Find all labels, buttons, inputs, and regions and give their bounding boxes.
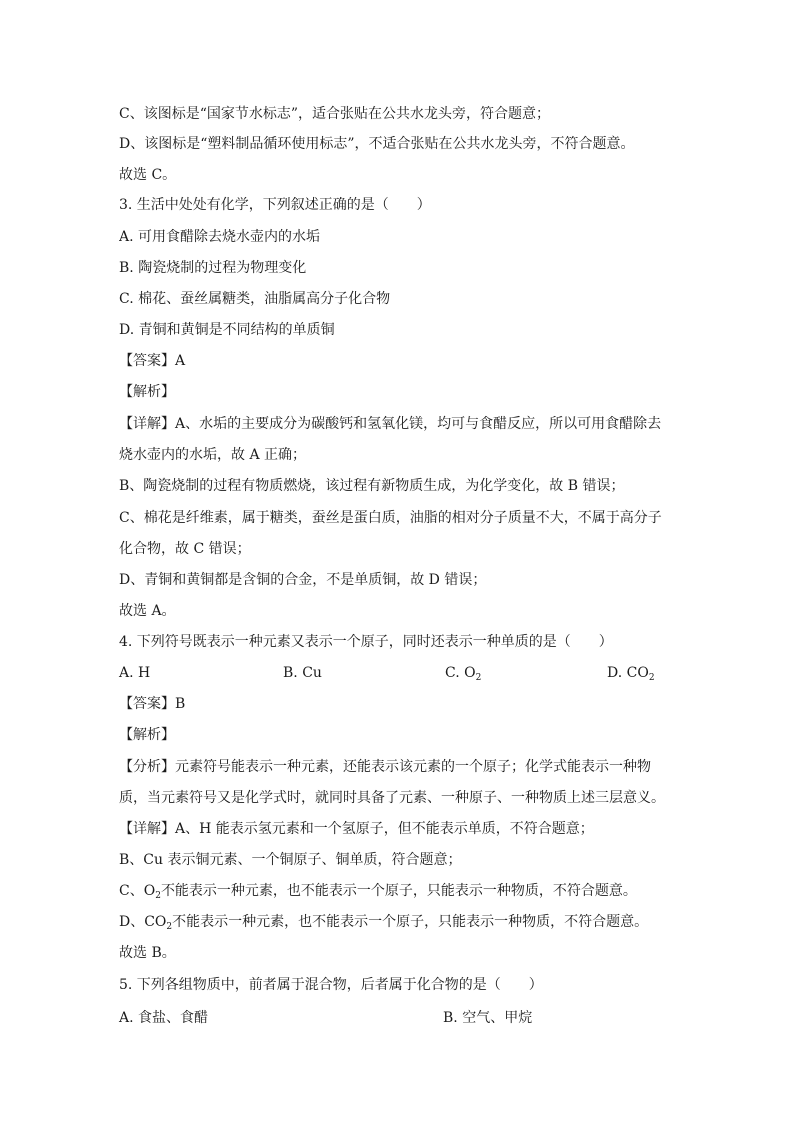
q4-detail-line: 【详解】A、H 能表示氢元素和一个氢原子，但不能表示单质，不符合题意； <box>119 821 594 837</box>
q4-option-c: C. $O_2$ <box>445 665 482 683</box>
q4-analysis-heading: 【解析】 <box>119 727 175 743</box>
q3-option-d: D. 青铜和黄铜是不同结构的单质铜 <box>119 322 335 338</box>
q3-detail-line: 【详解】A、水垢的主要成分为碳酸钙和氢氧化镁，均可与食醋反应，所以可用食醋除去 <box>119 416 662 432</box>
q3-analysis-heading: 【解析】 <box>119 384 175 400</box>
q4-conclusion: 故选 B。 <box>119 945 176 961</box>
q4-stem: 4. 下列符号既表示一种元素又表示一个原子，同时还表示一种单质的是（ ） <box>119 634 613 650</box>
prev-option-d-explanation: D、该图标是“塑料制品循环使用标志”，不适合张贴在公共水龙头旁，不符合题意。 <box>119 136 635 152</box>
q3-detail-line: 烧水壶内的水垢，故 A 正确； <box>119 447 307 463</box>
q5-option-a: A. 食盐、食醋 <box>119 1010 209 1026</box>
q4-fenxi-line: 质，当元素符号又是化学式时，就同时具备了元素、一种原子、一种物质上述三层意义。 <box>119 790 665 806</box>
q3-detail-line: 化合物，故 C 错误； <box>119 541 251 557</box>
q3-answer: 【答案】A <box>119 353 186 369</box>
q4-fenxi-line: 【分析】元素符号能表示一种元素，还能表示该元素的一个原子；化学式能表示一种物 <box>119 759 651 775</box>
q3-detail-line: D、青铜和黄铜都是含铜的合金，不是单质铜，故 D 错误； <box>119 572 487 588</box>
q4-detail-line: C、$O_2$不能表示一种元素，也不能表示一个原子，只能表示一种物质，不符合题意。 <box>119 883 637 901</box>
q3-option-a: A. 可用食醋除去烧水壶内的水垢 <box>119 229 321 245</box>
q4-option-b: B. Cu <box>283 665 322 681</box>
q3-detail-line: B、陶瓷烧制的过程有物质燃烧，该过程有新物质生成，为化学变化，故 B 错误； <box>119 478 625 494</box>
q3-stem: 3. 生活中处处有化学，下列叙述正确的是（ ） <box>119 197 431 213</box>
q5-option-b: B. 空气、甲烷 <box>443 1010 533 1026</box>
q4-answer: 【答案】B <box>119 696 186 712</box>
q4-detail-line: D、$CO_2$不能表示一种元素，也不能表示一个原子，只能表示一种物质，不符合题意。 <box>119 914 649 932</box>
q3-conclusion: 故选 A。 <box>119 603 176 619</box>
q5-stem: 5. 下列各组物质中，前者属于混合物，后者属于化合物的是（ ） <box>119 977 543 993</box>
q3-option-b: B. 陶瓷烧制的过程为物理变化 <box>119 260 307 276</box>
prev-option-c-explanation: C、该图标是“国家节水标志”，适合张贴在公共水龙头旁，符合题意； <box>119 106 551 122</box>
q4-option-a: A. H <box>119 665 151 681</box>
prev-conclusion: 故选 C。 <box>119 167 177 183</box>
q3-detail-line: C、棉花是纤维素，属于糖类，蚕丝是蛋白质，油脂的相对分子质量不大，不属于高分子 <box>119 510 662 526</box>
q3-option-c: C. 棉花、蚕丝属糖类，油脂属高分子化合物 <box>119 291 391 307</box>
q4-detail-line: B、Cu 表示铜元素、一个铜原子、铜单质，符合题意； <box>119 852 462 868</box>
q4-option-d: D. $CO_2$ <box>607 665 655 683</box>
